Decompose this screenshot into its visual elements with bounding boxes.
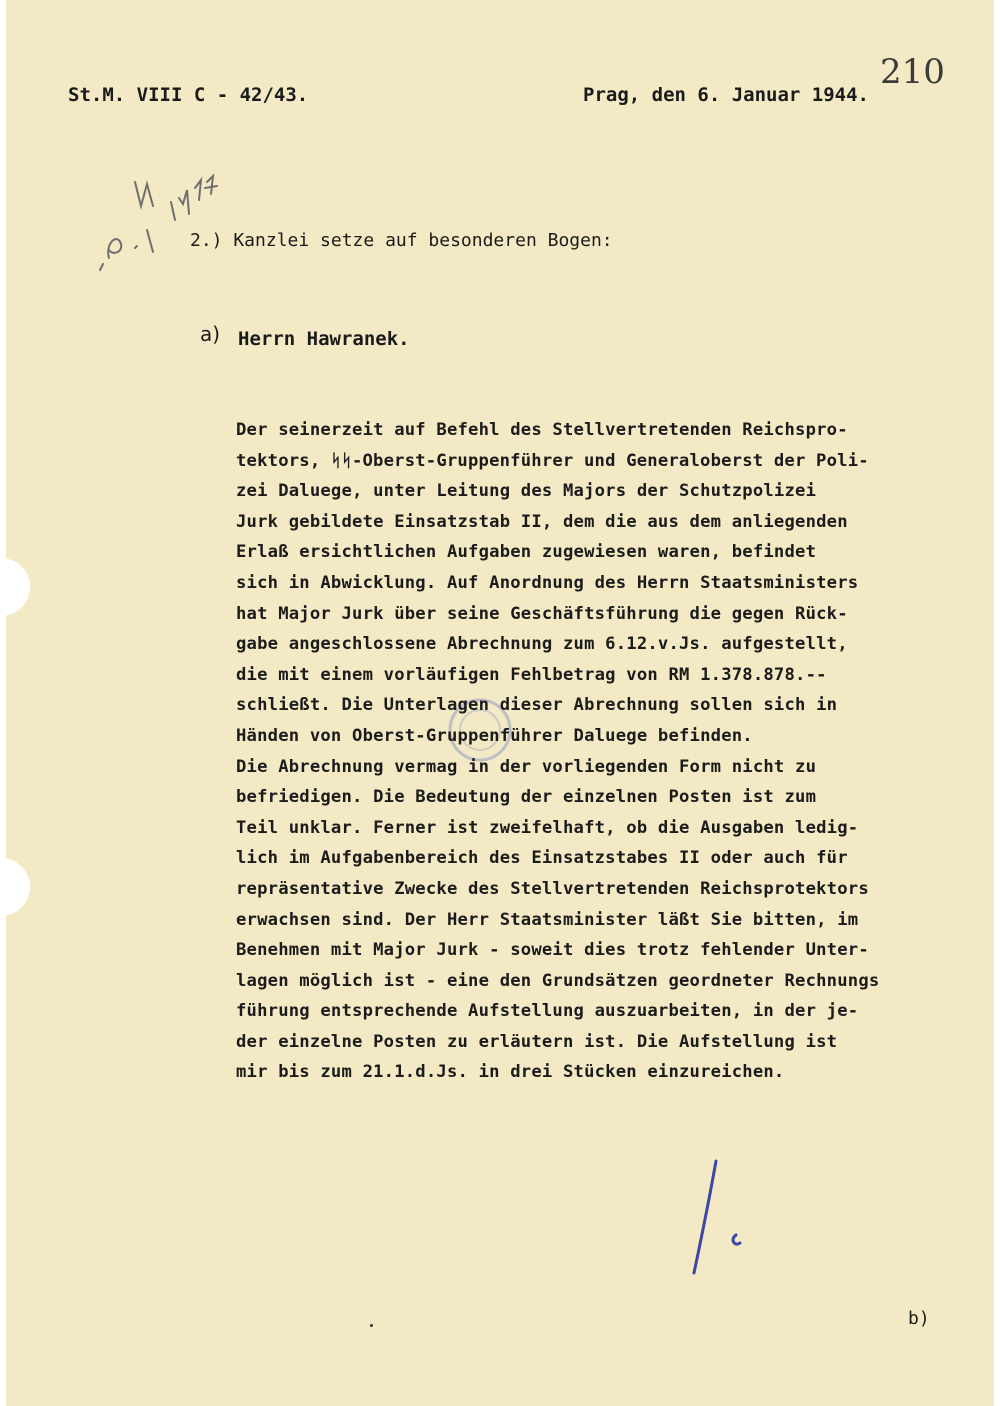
body-line: sich in Abwicklung. Auf Anordnung des Herrn Staatsministers (236, 572, 859, 593)
reference-number: St.M. VIII C - 42/43. (68, 84, 309, 106)
body-line: mir bis zum 21.1.d.Js. in drei Stücken einzureichen. (236, 1062, 785, 1083)
body-line: die mit einem vorläufigen Fehlbetrag von RM 1.378.878.-- (236, 664, 827, 685)
handwritten-initial (680, 1155, 760, 1285)
body-line: tektors, ᛋᛋ-Oberst-Gruppenführer und Generaloberst der Poli- (236, 450, 869, 471)
body-line: Benehmen mit Major Jurk - soweit dies trotz fehlender Unter- (236, 940, 869, 961)
section-label: a) (200, 322, 221, 346)
body-line: hat Major Jurk über seine Geschäftsführung die gegen Rück- (236, 603, 848, 624)
punch-hole-upper (0, 558, 30, 616)
body-line: Die Abrechnung vermag in der vorliegenden Form nicht zu (236, 756, 817, 777)
page-edge-left (0, 0, 6, 1406)
handwritten-date-annotation (95, 160, 235, 280)
body-line: Erlaß ersichtlichen Aufgaben zugewiesen waren, befindet (236, 542, 817, 563)
letter-body (236, 415, 879, 1088)
body-line: lich im Aufgabenbereich des Einsatzstabes II oder auch für (236, 848, 848, 869)
body-line: Händen von Oberst-Gruppenführer Daluege befinden. (236, 725, 753, 746)
punch-hole-lower (0, 858, 30, 916)
body-line: der einzelne Posten zu erläutern ist. Die Aufstellung ist (236, 1031, 838, 1052)
next-section-label: b) (908, 1308, 930, 1329)
ink-dot (370, 1324, 373, 1327)
addressee: Herrn Hawranek. (238, 328, 410, 350)
page-number: 210 (880, 52, 945, 92)
body-line: repräsentative Zwecke des Stellvertretenden Reichsprotektors (236, 878, 869, 899)
body-line: schließt. Die Unterlagen dieser Abrechnung sollen sich in (236, 695, 838, 716)
body-line: lagen möglich ist - eine den Grundsätzen geordneter Rechnungs (236, 970, 880, 991)
body-line: Jurk gebildete Einsatzstab II, dem die aus dem anliegenden (236, 511, 848, 532)
body-line: befriedigen. Die Bedeutung der einzelnen Posten ist zum (236, 787, 817, 808)
body-line: zei Daluege, unter Leitung des Majors der Schutzpolizei (236, 481, 817, 502)
place-date: Prag, den 6. Januar 1944. (583, 84, 869, 106)
body-line: gabe angeschlossene Abrechnung zum 6.12.v.Js. aufgestellt, (236, 634, 848, 655)
office-instruction: 2.) Kanzlei setze auf besonderen Bogen: (190, 230, 613, 251)
body-line: Teil unklar. Ferner ist zweifelhaft, ob die Ausgaben ledig- (236, 817, 859, 838)
body-line: Der seinerzeit auf Befehl des Stellvertretenden Reichspro- (236, 420, 848, 440)
page-edge-right (994, 0, 1000, 1406)
body-line: erwachsen sind. Der Herr Staatsminister läßt Sie bitten, im (236, 909, 859, 930)
body-line: führung entsprechende Aufstellung auszuarbeiten, in der je- (236, 1001, 859, 1022)
